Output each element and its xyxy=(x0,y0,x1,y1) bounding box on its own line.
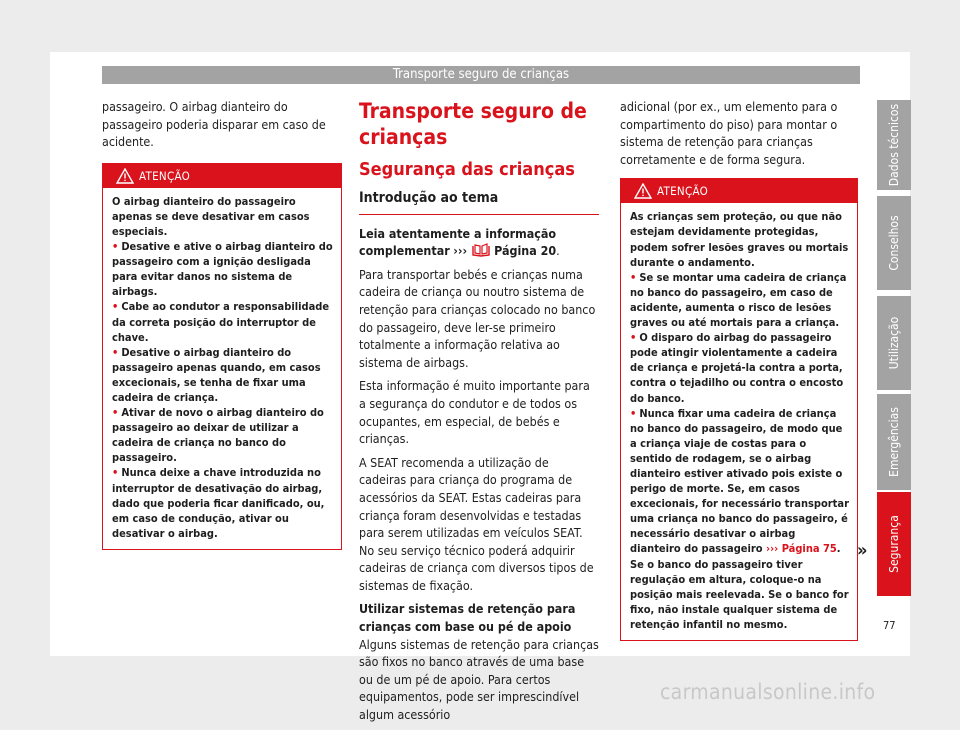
paragraph: Para transportar bebés e crianças numa cadeira de criança ou noutro sistema de retenção para crianças colocado no banco do passageiro, deve ler-se primeiro totalmente a informação relativa ao sistema de airbags. xyxy=(359,266,596,370)
warning-lead: O airbag dianteiro do passageiro apenas se deve desativar em casos especiais. xyxy=(112,194,310,238)
tab-dados-tecnicos[interactable]: Dados técnicos xyxy=(877,100,911,190)
tab-emergencias[interactable]: Emergências xyxy=(877,394,911,490)
paragraph: Alguns sistemas de retenção para crianças são fixos no banco através de uma base ou de um pé de apoio. Para certos equipamentos, pode ser imprescindível algum acessório xyxy=(359,636,599,723)
warning-label: ATENÇÃO xyxy=(657,184,709,199)
column-left xyxy=(102,98,342,550)
warning-body xyxy=(621,203,857,640)
tab-utilizacao[interactable]: Utilização xyxy=(877,296,911,390)
warning-body xyxy=(103,188,341,549)
warning-item: • Desative e ative o airbag dianteiro do passageiro com a ignição desligada para evitar danos no sistema de airbags. xyxy=(112,240,333,299)
page-link[interactable]: Página 20 xyxy=(494,243,557,259)
warning-item: • Nunca fixar uma cadeira de criança no banco do passageiro, de modo que a criança viaje de costas para o sentido de rodagem, se o airbag dianteiro estiver ativado pois existe o perigo de morte. Se, em casos excecionais, for necessário transportar uma criança no banco do passageiro, é necessário desativar o airbag dianteiro do passageiro ››› Página 75. Se o banco do passageiro tiver regulação em altura, coloque-o na posição mais reelevada. Se o banco for fixo, não instale qualquer sistema de retenção infantil no mesmo. xyxy=(630,406,849,631)
page-link[interactable]: Página 75 xyxy=(781,542,837,556)
read-reference: Leia atentamente a informação complementar ››› Página 20. xyxy=(359,225,560,259)
page-number: 77 xyxy=(883,619,896,632)
column-intro-text: adicional (por ex., um elemento para o compartimento do piso) para montar o sistema de retenção para crianças corretamente e de forma segura. xyxy=(620,99,838,167)
warning-item: • Cabe ao condutor a responsabilidade da correta posição do interruptor de chave. xyxy=(112,300,330,344)
continue-marker: » xyxy=(857,540,868,561)
warning-header xyxy=(621,179,857,203)
chapter-title: Transporte seguro de crianças xyxy=(359,99,587,149)
warning-item: • Se se montar uma cadeira de criança no banco do passageiro, em caso de acidente, aumenta o risco de lesões graves ou até mortais para a criança. xyxy=(630,270,847,330)
section-title: Segurança das crianças xyxy=(359,159,575,180)
tab-seguranca[interactable]: Segurança xyxy=(877,492,911,596)
tab-conselhos[interactable]: Conselhos xyxy=(877,196,911,290)
warning-box xyxy=(102,163,342,550)
warning-item: • Nunca deixe a chave introduzida no interruptor de desativação do airbag, dado que poderia ficar danificado, ou, em caso de condução, ativar ou desativar o airbag. xyxy=(112,466,325,540)
warning-item: • O disparo do airbag do passageiro pode atingir violentamente a cadeira de criança e projetá-la contra a porta, contra o tejadilho ou contra o encosto do banco. xyxy=(630,331,844,405)
watermark-text: carmanualsonline.info xyxy=(660,680,876,704)
warning-triangle-icon xyxy=(116,168,134,184)
book-reference-icon xyxy=(471,243,491,257)
paragraph-heading: Utilizar sistemas de retenção para crianças com base ou pé de apoio xyxy=(359,601,576,635)
column-right xyxy=(620,98,858,641)
column-middle xyxy=(359,98,599,730)
warning-triangle-icon xyxy=(634,183,652,199)
warning-item: • Ativar de novo o airbag dianteiro do passageiro ao deixar de utilizar a cadeira de criança no banco do passageiro. xyxy=(112,406,324,465)
page-header-title: Transporte seguro de crianças xyxy=(102,66,860,84)
warning-box xyxy=(620,178,858,641)
column-intro-text: passageiro. O airbag dianteiro do passageiro poderia disparar em caso de acidente. xyxy=(102,99,326,150)
paragraph: A SEAT recomenda a utilização de cadeiras para criança do programa de acessórios da SEAT. Estas cadeiras para criança foram desenvolvidas e testadas para serem utilizadas em veículos SEAT. No seu serviço técnico poderá adquirir cadeiras de criança com diversos tipos de sistemas de fixação. xyxy=(359,454,594,593)
warning-item: • Desative o airbag dianteiro do passageiro apenas quando, em casos excecionais, se tenha de fixar uma cadeira de criança. xyxy=(112,345,321,404)
warning-header xyxy=(103,164,341,188)
warning-label: ATENÇÃO xyxy=(139,168,191,183)
subsection-title: Introdução ao tema xyxy=(359,190,599,215)
paragraph: Esta informação é muito importante para a segurança do condutor e de todos os ocupantes, em especial, de bebés e crianças. xyxy=(359,378,590,447)
page-link-arrows: ››› xyxy=(766,542,779,556)
warning-lead: As crianças sem proteção, ou que não estejam devidamente protegidas, podem sofrer lesões graves ou mortais durante o andamento. xyxy=(630,210,849,269)
